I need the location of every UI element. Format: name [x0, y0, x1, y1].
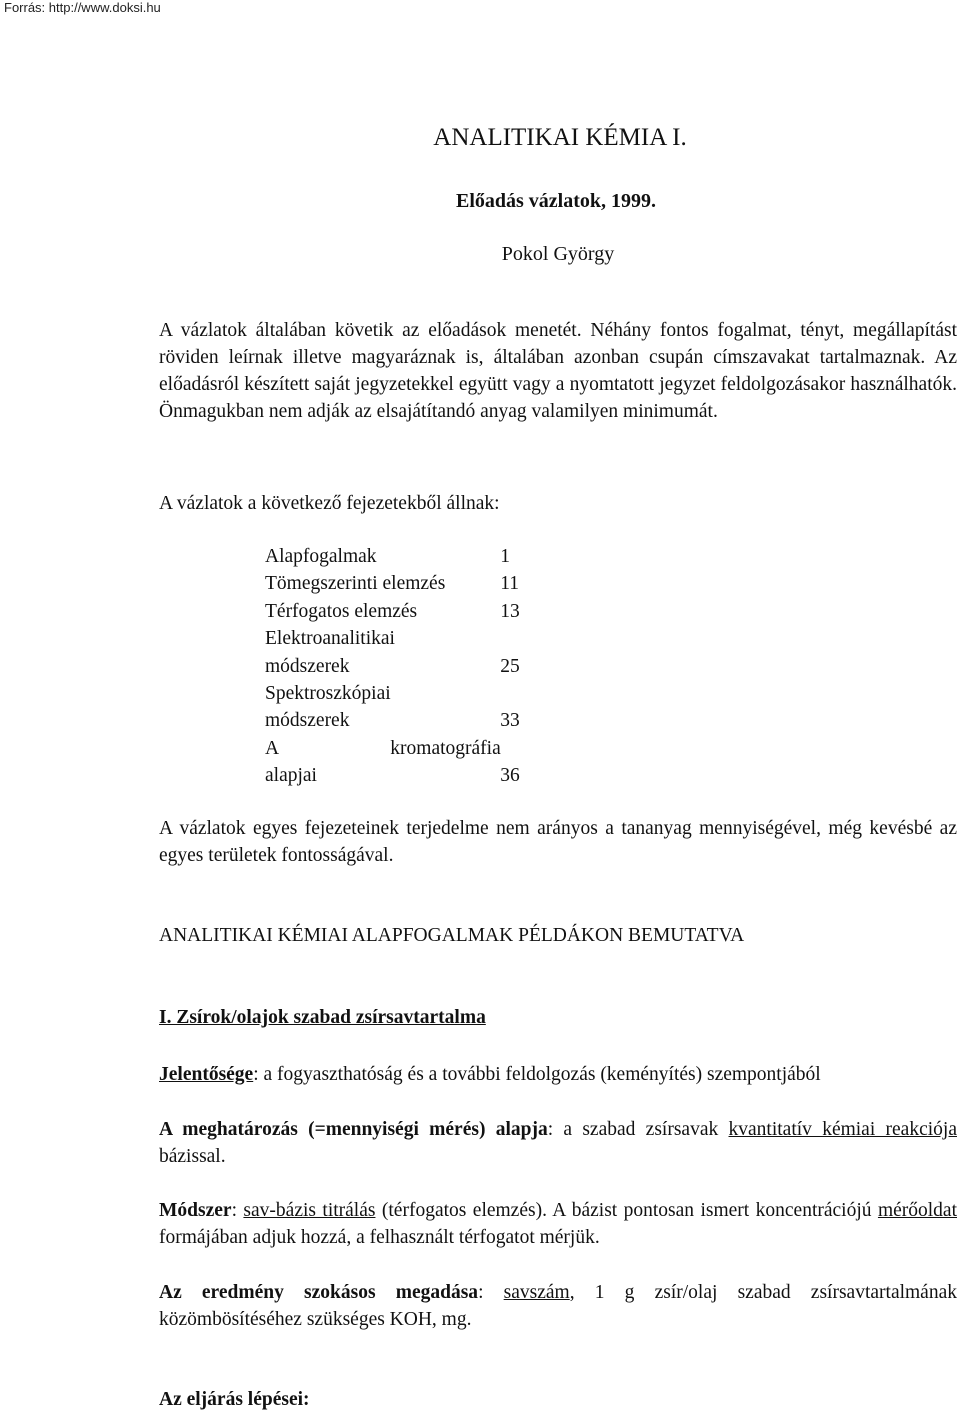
significance-label: Jelentősége [159, 1064, 254, 1085]
toc-row [265, 680, 530, 707]
method-link-titration: sav-bázis titrálás [243, 1200, 376, 1221]
result-link: savszám [503, 1282, 570, 1303]
chapters-intro: A vázlatok a következő fejezetekből állnak: [159, 493, 500, 514]
table-of-contents [265, 543, 530, 790]
toc-row [265, 625, 530, 652]
document-author: Pokol György [501, 243, 615, 265]
proportion-note: A vázlatok egyes fejezeteinek terjedelme nem arányos a tananyag mennyiségével, még kevésbé az egyes területek fontosságával. [159, 818, 957, 866]
toc-label: alapjai [265, 765, 317, 787]
basis-paragraph [159, 1116, 957, 1170]
method-link-solution: mérőoldat [877, 1200, 958, 1221]
basis-link: kvantitatív kémiai reakciója [728, 1119, 957, 1140]
toc-label: módszerek [265, 710, 350, 732]
toc-label: Tömegszerinti elemzés [265, 573, 446, 595]
steps-heading-text: Az eljárás lépései: [159, 1389, 310, 1410]
toc-page [501, 735, 530, 762]
toc-label: Alapfogalmak [265, 546, 377, 567]
basis-text-end: bázissal. [159, 1146, 226, 1167]
method-text: : [231, 1200, 244, 1221]
toc-page: 36 [500, 765, 520, 787]
toc-page: 11 [500, 573, 519, 595]
result-label: Az eredmény szokásos megadása [159, 1282, 479, 1303]
toc-row [265, 707, 530, 734]
document-subtitle: Előadás vázlatok, 1999. [455, 190, 657, 212]
section-heading: ANALITIKAI KÉMIAI ALAPFOGALMAK PÉLDÁKON BEMUTATVA [159, 925, 745, 946]
section-subheading [159, 1007, 486, 1029]
toc-row [265, 598, 530, 625]
toc-page [500, 680, 530, 707]
toc-row [265, 762, 530, 789]
document-title: ANALITIKAI KÉMIA I. [433, 124, 687, 151]
method-label: Módszer [159, 1200, 232, 1221]
toc-label: módszerek [265, 655, 350, 677]
toc-row [265, 735, 530, 762]
toc-label: A kromatográfia [265, 737, 501, 759]
result-text: : [478, 1282, 504, 1303]
steps-heading [159, 1389, 310, 1411]
toc-page: 13 [500, 600, 520, 622]
intro-paragraph: A vázlatok általában követik az előadások menetét. Néhány fontos fogalmat, tényt, megállapítást röviden leírnak illetve magyaráznak is, általában azonban csupán címszavakat tartalmaznak. Az előadásról készített saját jegyzetekkel együtt vagy a nyomtatott jegyzet feldolgozásakor használhatók. Önmagukban nem adják az elsajátítandó anyag valamilyen minimumát. [159, 320, 957, 422]
method-paragraph [159, 1197, 957, 1251]
toc-page: 33 [500, 710, 520, 732]
toc-page: 25 [500, 655, 520, 677]
significance-text: : a fogyaszthatóság és a további feldolgozás (keményítés) szempontjából [253, 1064, 821, 1085]
significance-paragraph [159, 1061, 957, 1088]
basis-text: : a szabad zsírsavak [547, 1119, 729, 1140]
toc-label: Elektroanalitikai [265, 628, 395, 650]
toc-row [265, 653, 530, 680]
basis-label: A meghatározás (=mennyiségi mérés) alapja [159, 1119, 548, 1140]
source-url: Forrás: http://www.doksi.hu [4, 0, 161, 15]
toc-label: Térfogatos elemzés [265, 600, 418, 622]
method-text-3: formájában adjuk hozzá, a felhasznált térfogatot mérjük. [159, 1227, 600, 1248]
result-text-2: , 1 g zsír/olaj szabad zsírsavtartalmának közömbösítéséhez szükséges KOH, mg. [159, 1282, 957, 1330]
toc-page [500, 625, 530, 652]
result-paragraph [159, 1279, 957, 1333]
toc-row [265, 570, 530, 597]
toc-label: Spektroszkópiai [265, 683, 391, 705]
toc-page: 1 [500, 546, 510, 567]
method-text-2: (térfogatos elemzés). A bázist pontosan ismert koncentrációjú [375, 1200, 878, 1221]
toc-row [265, 543, 530, 570]
subheading-text: I. Zsírok/olajok szabad zsírsavtartalma [159, 1007, 486, 1028]
